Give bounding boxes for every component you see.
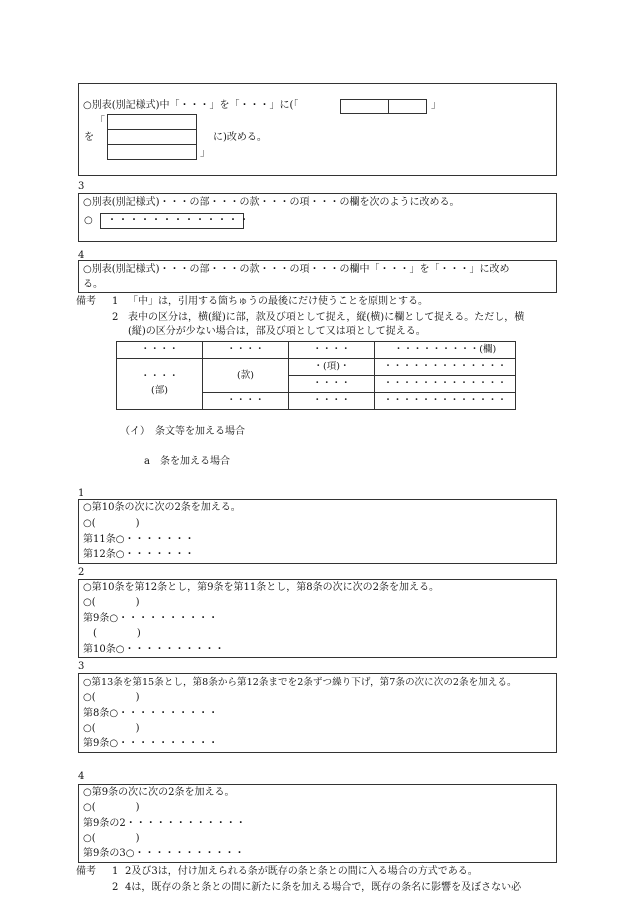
division-table (116, 341, 516, 410)
amend-box-1-open-quote: 「 (95, 116, 105, 127)
example-3-line-4: ○( ) (83, 723, 140, 734)
example-2-line-2: ○( ) (83, 597, 140, 608)
stack-cell-2 (107, 129, 197, 145)
example-2-line-3: 第9条○・・・・・・・・・・ (83, 613, 219, 624)
stack-cell-3 (107, 144, 197, 160)
table-cell: ・・・・ (289, 376, 375, 393)
example-1-line-3: 第11条○・・・・・・・ (83, 534, 195, 545)
notes-1-text-2a: 表中の区分は，横(縦)に部，款及び項として捉え，縦(横)に欄として捉える。ただし，横 (128, 312, 525, 323)
example-number-1: 1 (78, 488, 85, 499)
amend-box-1-line1: ○別表(別記様式)中「・・・」を「・・・」に(「 (83, 100, 299, 111)
example-3-line-3: 第8条○・・・・・・・・・・ (83, 708, 219, 719)
table-cell: ・・・・ (117, 342, 203, 359)
table-cell: ・・・・・・・・・・・・・ (375, 393, 516, 410)
example-number-4: 4 (78, 771, 85, 782)
table-cell: ・・・・・・・・・(欄) (375, 342, 516, 359)
example-3-line-1: ○第13条を第15条とし，第8条から第12条までを2条ずつ繰り下げ，第7条の次に次の2条を加える。 (83, 677, 517, 688)
notes-2-num-1: 1 (112, 866, 119, 877)
example-2-line-5: 第10条○・・・・・・・・・・ (83, 644, 225, 655)
example-4-line-5: 第9条の3○・・・・・・・・・・・ (83, 848, 245, 859)
section-heading-i: （イ） 条文等を加える場合 (120, 426, 245, 437)
amend-box-4-line2: る。 (83, 279, 103, 290)
inline-table-cell-b (388, 99, 427, 114)
table-cell: ・・・・ (203, 393, 289, 410)
amend-box-3-line1: ○別表(別記様式)・・・の部・・・の款・・・の項・・・の欄を次のように改める。 (83, 197, 460, 208)
amend-box-3-circle: ○ (84, 215, 93, 226)
example-4-line-3: 第9条の2・・・・・・・・・・・・ (83, 818, 246, 829)
amend-box-1-close-quote: 」 (200, 148, 210, 159)
notes-1-num-2: 2 (112, 312, 119, 323)
section-heading-a: a 条を加える場合 (144, 456, 230, 467)
table-cell: ・・・・ (289, 342, 375, 359)
table-cell: ・・・・ (203, 342, 289, 359)
table-cell: ・・・・ (289, 393, 375, 410)
table-cell-kan: (款) (203, 359, 289, 393)
table-cell: ・・・・・・・・・・・・・ (375, 376, 516, 393)
amend-box-1-line1-end: 」 (431, 100, 441, 111)
table-cell-bu: ・・・・ (部) (117, 359, 203, 410)
example-2-line-1: ○第10条を第12条とし，第9条を第11条とし，第8条の次に次の2条を加える。 (83, 582, 439, 593)
example-4-line-2: ○( ) (83, 802, 140, 813)
amend-box-1-line2-end: に)改める。 (213, 132, 267, 143)
notes-1-num-1: 1 (112, 296, 119, 307)
example-1-line-2: ○( ) (83, 518, 140, 529)
inline-table-cell-a (340, 99, 389, 114)
notes-1-text-2b: (縦)の区分が少ない場合は，部及び項として又は項として捉える。 (128, 326, 426, 337)
table-cell: ・・・・・・・・・・・・・ (375, 359, 516, 376)
stack-cell-1 (107, 114, 197, 130)
notes-1-label: 備考 (76, 296, 96, 307)
notes-2-num-2: 2 (112, 882, 119, 893)
example-1-line-4: 第12条○・・・・・・・ (83, 549, 195, 560)
table-cell: ・(項)・ (289, 359, 375, 376)
example-number-2: 2 (78, 567, 85, 578)
example-number-3: 3 (78, 661, 85, 672)
example-number-3a: 3 (78, 181, 85, 192)
table-row (117, 359, 516, 376)
example-3-line-2: ○( ) (83, 692, 140, 703)
example-4-line-4: ○( ) (83, 833, 140, 844)
example-number-4a: 4 (78, 250, 85, 261)
amend-box-1-wo: を (84, 132, 94, 143)
notes-2-text-1: 2及び3は，付け加えられる条が既存の条と条との間に入る場合の方式である。 (125, 866, 478, 877)
example-4-line-1: ○第9条の次に次の2条を加える。 (83, 787, 235, 798)
notes-2-label: 備考 (76, 866, 96, 877)
example-1-line-1: ○第10条の次に次の2条を加える。 (83, 502, 241, 513)
table-row (117, 342, 516, 359)
notes-2-text-2: 4は，既存の条と条との間に新たに条を加える場合で，既存の条名に影響を及ぼさない必 (125, 882, 522, 893)
example-2-line-4: ( ) (93, 628, 141, 639)
example-3-line-5: 第9条○・・・・・・・・・・ (83, 738, 219, 749)
amend-box-4-line1: ○別表(別記様式)・・・の部・・・の款・・・の項・・・の欄中「・・・」を「・・・」に改め (83, 264, 510, 275)
notes-1-text-1: 「中」は，引用する箇ちゅうの最後にだけ使うことを原則とする。 (128, 296, 428, 307)
amend-box-3-dots: ・・・・・・・・・・・・・ (107, 215, 250, 226)
